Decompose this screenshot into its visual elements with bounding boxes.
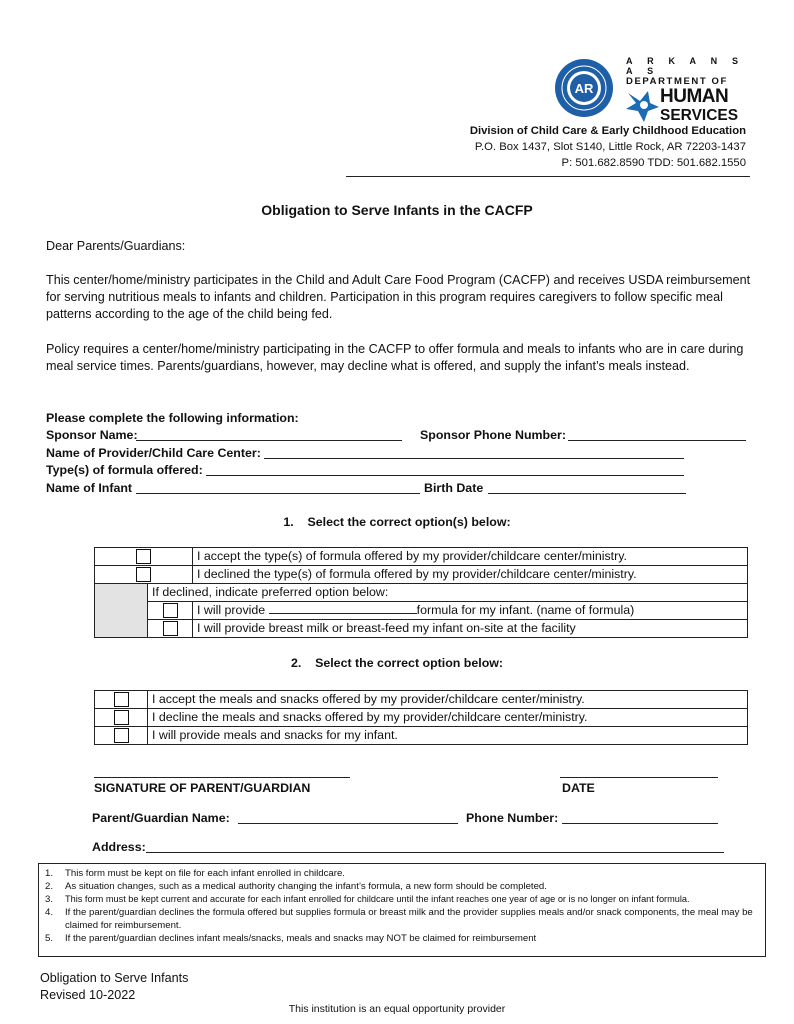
info-heading: Please complete the following information: — [46, 411, 299, 425]
notes-box — [38, 863, 766, 957]
guardian-name-field[interactable] — [238, 811, 458, 824]
decline-meals-checkbox[interactable] — [114, 710, 129, 725]
date-line[interactable] — [560, 777, 718, 778]
infant-name-field[interactable] — [136, 481, 420, 494]
logo-human: HUMAN — [660, 86, 729, 107]
po-box-address: P.O. Box 1437, Slot S140, Little Rock, AR 72203-1437 — [474, 141, 746, 153]
breast-milk-checkbox[interactable] — [163, 621, 178, 636]
birth-date-label: Birth Date — [424, 481, 484, 495]
note-item: 4. If the parent/guardian declines the formula offered but supplies formula or breast milk and the provider supplies meals and/or snack components, the meal may be claimed for reimbursement. — [45, 907, 753, 931]
footer-revised: Revised 10-2022 — [40, 988, 136, 1002]
dhs-wordmark — [626, 56, 750, 127]
signature-line[interactable] — [94, 777, 350, 778]
decline-formula-label: I declined the type(s) of formula offered by my provider/childcare center/ministry. — [193, 566, 748, 584]
footer-form-name: Obligation to Serve Infants — [40, 971, 189, 985]
note-item: 5. If the parent/guardian declines infant meals/snacks, meals and snacks may NOT be claimed for reimbursement — [45, 933, 537, 944]
paragraph-cacfp: This center/home/ministry participates in the Child and Adult Care Food Program (CACFP) and receives USDA reimbursement for serving nutritious meals to infants and children. Participation in this program requires caregivers to follow specific meal patterns according to the age of the child being fed. — [46, 273, 751, 321]
sponsor-phone-label: Sponsor Phone Number: — [420, 428, 566, 442]
sponsor-name-field[interactable] — [136, 428, 402, 441]
sponsor-name-label: Sponsor Name: — [46, 428, 138, 442]
breast-milk-label: I will provide breast milk or breast-feed my infant on-site at the facility — [193, 620, 748, 638]
provide-formula-label: I will provide formula for my infant. (name of formula) — [193, 602, 748, 620]
accept-formula-label: I accept the type(s) of formula offered by my provider/childcare center/ministry. — [193, 548, 748, 566]
logo-dept: DEPARTMENT OF — [626, 76, 728, 87]
date-label: DATE — [562, 781, 595, 795]
section1-heading: 1. Select the correct option(s) below: — [283, 515, 511, 529]
note-item: 2. As situation changes, such as a medical authority changing the infant’s formula, a new form should be completed. — [45, 881, 547, 892]
guardian-phone-label: Phone Number: — [466, 811, 559, 825]
provider-name-field[interactable] — [264, 446, 684, 459]
header-divider — [346, 176, 750, 177]
formula-name-field[interactable] — [269, 602, 417, 614]
provide-meals-label: I will provide meals and snacks for my infant. — [148, 727, 748, 745]
guardian-name-label: Parent/Guardian Name: — [92, 811, 230, 825]
signature-label: SIGNATURE OF PARENT/GUARDIAN — [94, 781, 311, 795]
if-declined-label: If declined, indicate preferred option below: — [148, 584, 748, 602]
svg-text:AR: AR — [574, 81, 594, 96]
meal-options-table — [94, 690, 748, 745]
decline-meals-label: I decline the meals and snacks offered by my provider/childcare center/ministry. — [148, 709, 748, 727]
sponsor-phone-field[interactable] — [568, 428, 746, 441]
formula-offered-field[interactable] — [206, 463, 684, 476]
grey-indent-cell — [95, 584, 148, 638]
infant-name-label: Name of Infant — [46, 481, 133, 495]
birth-date-field[interactable] — [488, 481, 686, 494]
note-item: 1. This form must be kept on file for each infant enrolled in childcare. — [45, 868, 345, 879]
division-name: Division of Child Care & Early Childhood Education — [469, 125, 746, 137]
address-field[interactable] — [146, 840, 724, 853]
guardian-phone-field[interactable] — [562, 811, 718, 824]
dhs-seal-logo — [554, 58, 614, 118]
star-person-icon — [626, 89, 660, 123]
section2-heading: 2. Select the correct option below: — [290, 656, 504, 670]
provide-formula-checkbox[interactable] — [163, 603, 178, 618]
provider-name-label: Name of Provider/Child Care Center: — [46, 446, 261, 460]
formula-options-table — [94, 547, 748, 638]
address-label: Address: — [92, 840, 146, 854]
decline-formula-checkbox[interactable] — [136, 567, 151, 582]
logo-services: SERVICES — [660, 107, 739, 124]
accept-formula-checkbox[interactable] — [136, 549, 151, 564]
page-title: Obligation to Serve Infants in the CACFP — [261, 202, 533, 218]
formula-offered-label: Type(s) of formula offered: — [46, 463, 203, 477]
paragraph-policy: Policy requires a center/home/ministry participating in the CACFP to offer formula and meals to infants who are in care during meal service times. Parents/guardians, however, may decline what is offered, and supply the infant’s meals instead. — [46, 342, 744, 373]
phone-numbers: P: 501.682.8590 TDD: 501.682.1550 — [561, 157, 746, 169]
note-item: 3. This form must be kept current and accurate for each infant enrolled for childcare until the infant reaches one year of age or is no longer on infant formula. — [45, 894, 690, 905]
greeting: Dear Parents/Guardians: — [46, 239, 186, 253]
accept-meals-checkbox[interactable] — [114, 692, 129, 707]
accept-meals-label: I accept the meals and snacks offered by my provider/childcare center/ministry. — [148, 691, 748, 709]
provide-meals-checkbox[interactable] — [114, 728, 129, 743]
equal-opportunity-statement: This institution is an equal opportunity provider — [288, 1003, 506, 1015]
logo-state: A R K A N S A S — [626, 56, 745, 76]
